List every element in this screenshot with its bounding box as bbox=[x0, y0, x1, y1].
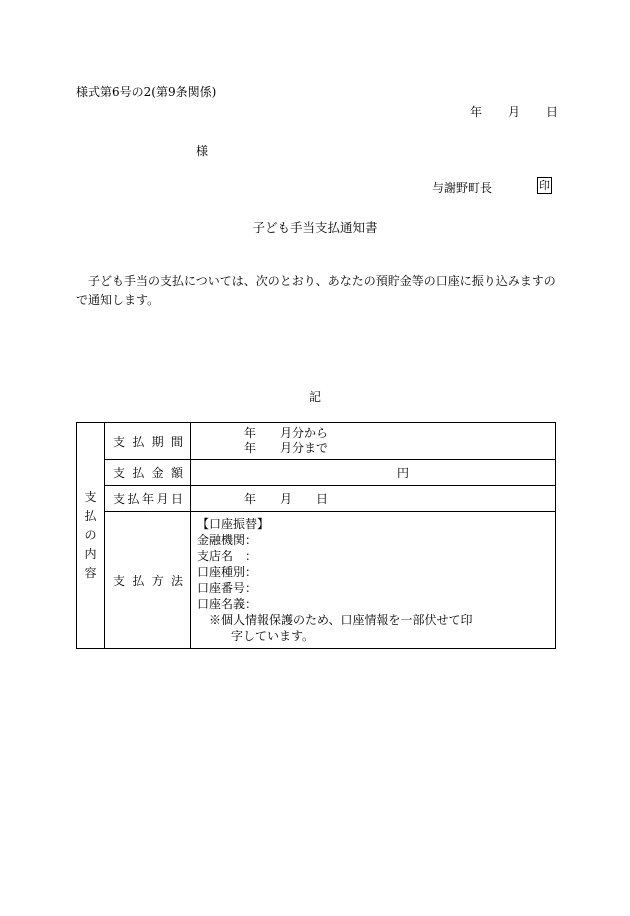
value-payment-method bbox=[191, 512, 556, 649]
label-char: 年 bbox=[141, 492, 154, 506]
period-from: 年 月分から bbox=[244, 426, 329, 440]
value-payment-date: 年 月 日 bbox=[191, 486, 556, 512]
label-char: 支 bbox=[113, 573, 126, 588]
side-char: 内 bbox=[84, 547, 97, 561]
label-char: 払 bbox=[132, 434, 145, 449]
period-to: 年 月分まで bbox=[244, 441, 329, 455]
label-char: 方 bbox=[151, 573, 164, 588]
method-heading: 【口座振替】 bbox=[197, 517, 270, 531]
addressee: 様 bbox=[196, 144, 209, 158]
value-payment-period bbox=[191, 423, 556, 460]
account-type-field: 口座種別： bbox=[197, 565, 258, 579]
row-payment-date bbox=[77, 486, 556, 512]
label-payment-method bbox=[105, 512, 191, 649]
row-payment-period bbox=[77, 423, 556, 460]
payment-details-table bbox=[76, 422, 556, 649]
value-payment-amount: 円 bbox=[191, 460, 556, 486]
label-char: 支 bbox=[113, 434, 126, 449]
label-char: 間 bbox=[170, 434, 183, 449]
bank-field: 金融機関： bbox=[197, 533, 258, 547]
label-char: 日 bbox=[170, 492, 183, 506]
label-char: 払 bbox=[127, 492, 140, 506]
side-char: の bbox=[84, 528, 97, 542]
date-month: 月 bbox=[508, 105, 521, 119]
side-char: 支 bbox=[84, 490, 97, 504]
row-payment-amount bbox=[77, 460, 556, 486]
label-payment-amount bbox=[105, 460, 191, 486]
date-year: 年 bbox=[470, 105, 483, 119]
label-char: 金 bbox=[151, 466, 164, 480]
label-char: 月 bbox=[156, 492, 169, 506]
side-label-payment-contents bbox=[77, 423, 105, 649]
account-name-field: 口座名義： bbox=[197, 597, 258, 611]
issuer-name: 与謝野町長 bbox=[432, 181, 493, 195]
row-payment-method bbox=[77, 512, 556, 649]
label-char: 額 bbox=[170, 466, 183, 480]
date-day: 日 bbox=[546, 105, 559, 119]
label-payment-date bbox=[105, 486, 191, 512]
ki-heading: 記 bbox=[308, 390, 321, 404]
label-char: 支 bbox=[113, 492, 126, 506]
side-char: 払 bbox=[84, 509, 97, 523]
document-title: 子ども手当支払通知書 bbox=[252, 220, 378, 235]
privacy-note-line1: ※個人情報保護のため、口座情報を一部伏せて印 bbox=[209, 613, 473, 627]
privacy-note-line2: 字しています。 bbox=[231, 629, 315, 643]
form-number: 様式第6号の2(第9条関係) bbox=[76, 85, 217, 99]
label-char: 払 bbox=[132, 466, 145, 480]
side-char: 容 bbox=[84, 566, 97, 580]
seal-mark: 印 bbox=[539, 179, 550, 192]
account-number-field: 口座番号： bbox=[197, 581, 258, 595]
label-char: 支 bbox=[113, 466, 126, 480]
body-paragraph: 子ども手当の支払については、次のとおり、あなたの預貯金等の口座に振り込みますので通知します。 bbox=[76, 274, 556, 307]
label-char: 法 bbox=[170, 573, 183, 588]
issue-date bbox=[470, 103, 558, 120]
branch-field: 支店名 ： bbox=[197, 549, 258, 563]
label-payment-period bbox=[105, 423, 191, 460]
label-char: 期 bbox=[151, 434, 164, 449]
label-char: 払 bbox=[132, 573, 145, 588]
